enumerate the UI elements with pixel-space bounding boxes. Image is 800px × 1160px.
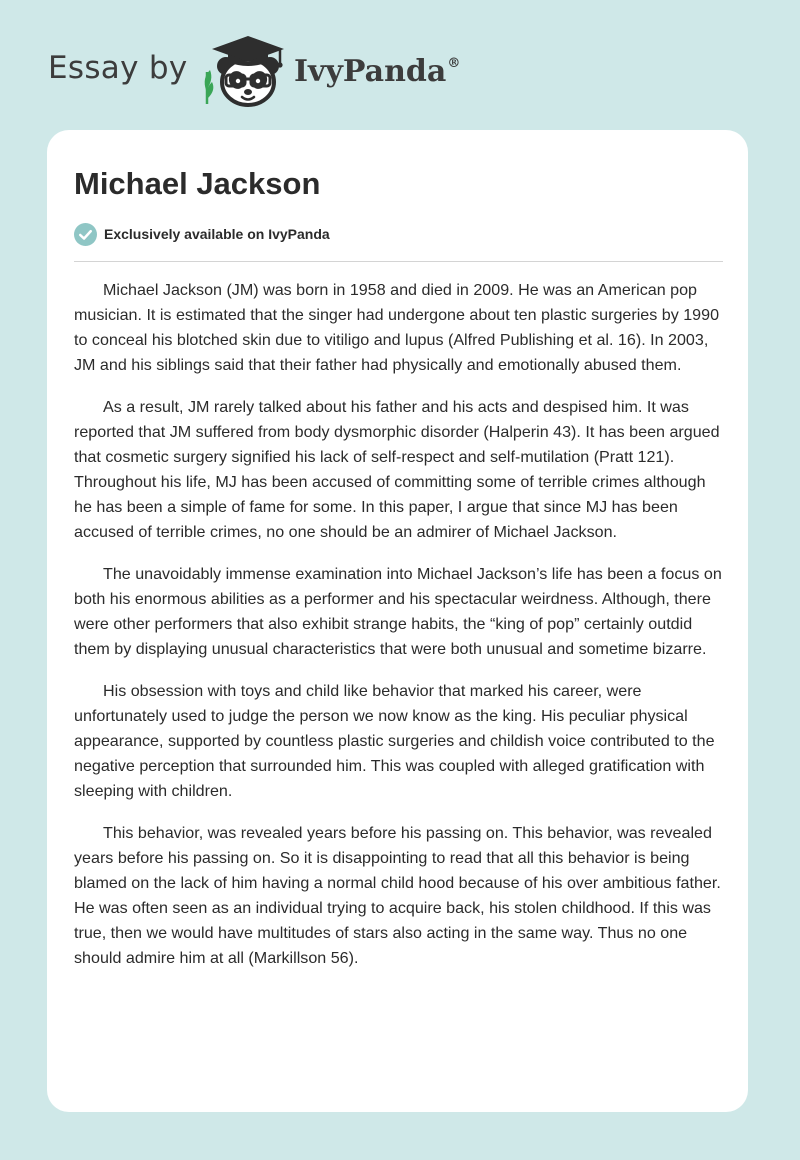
- essay-body: [74, 278, 726, 988]
- ivypanda-wordmark[interactable]: [294, 52, 460, 98]
- exclusive-label: Exclusively available on IvyPanda: [104, 226, 330, 242]
- registered-mark: ®: [447, 56, 461, 71]
- divider: [74, 261, 723, 262]
- paragraph: The unavoidably immense examination into Michael Jackson’s life has been a focus on both his enormous abilities as a performer and his spectacular weirdness. Although, there were other performers that also exhibit strange habits, the “king of pop” certainly outdid them by displaying unusual characteristics that were both unusual and sometime bizarre.: [74, 565, 722, 658]
- essay-by-label: Essay by: [48, 50, 188, 86]
- check-circle-icon: [74, 223, 97, 246]
- paragraph: Michael Jackson (JM) was born in 1958 and died in 2009. He was an American pop musician. It is estimated that the singer had undergone about ten plastic surgeries by 1990 to conceal his blotched skin due to vitiligo and lupus (Alfred Publishing et al. 16). In 2003, JM and his siblings said that their father had physically and emotionally abused them.: [74, 281, 720, 374]
- exclusive-badge: [74, 222, 330, 246]
- page-title: Michael Jackson: [74, 166, 321, 201]
- essay-card: [47, 130, 748, 1112]
- paragraph: As a result, JM rarely talked about his father and his acts and despised him. It was reported that JM suffered from body dysmorphic disorder (Halperin 43). It has been argued that cosmetic surgery signified his lack of self-respect and self-mutilation (Pratt 121). Throughout his life, MJ has been accused of committing some of terrible crimes although he has been a simple of fame for some. In this paper, I argue that since MJ has been accused of terrible crimes, no one should be an admirer of Michael Jackson.: [74, 398, 720, 541]
- site-header: [48, 30, 488, 110]
- paragraph: His obsession with toys and child like behavior that marked his career, were unfortunately used to judge the person we now know as the king. His peculiar physical appearance, supported by countless plastic surgeries and childish voice contributed to the negative perception that surrounded him. This was coupled with alleged gratification with sleeping with children.: [74, 682, 715, 800]
- paragraph: This behavior, was revealed years before his passing on. This behavior, was revealed years before his passing on. So it is disappointing to read that all this behavior is being blamed on the lack of him having a normal child hood because of his over ambitious father. He was often seen as an individual trying to acquire back, his stolen childhood. If this was true, then we would have multitudes of stars also acting in the same way. Thus no one should admire him at all (Markillson 56).: [74, 824, 721, 967]
- panda-graduate-icon[interactable]: [200, 32, 296, 110]
- brand-name-text: IvyPanda: [294, 54, 447, 89]
